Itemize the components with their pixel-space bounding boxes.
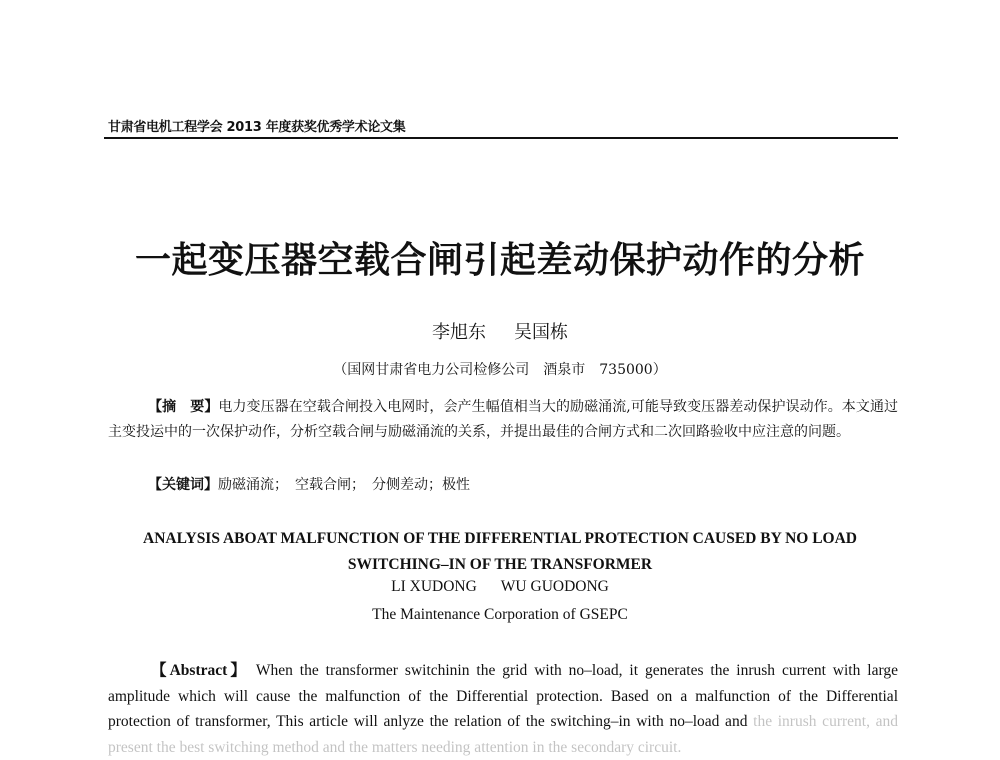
affiliation: （国网甘肃省电力公司检修公司 酒泉市 735000） (333, 362, 667, 378)
author-list (0, 318, 1000, 344)
keywords-text: 励磁涌流； 空载合闸； 分侧差动；极性 (218, 477, 470, 493)
abstract-label: 【摘 要】 (148, 399, 219, 415)
english-abstract (108, 658, 898, 760)
running-header: 甘肃省电机工程学会 2013 年度获奖优秀学术论文集 (108, 120, 406, 135)
english-abstract-text: When the transformer switchinin the grid with no–load, it generates the inrush current with large amplitude which will cause the malfunction of the Differential protection. Based on a malfunction of the Differential protection of transformer, This article will anlyze the relation of the switching–in with no–load and (108, 662, 898, 730)
paper-title: 一起变压器空载合闸引起差动保护动作的分析 (134, 240, 865, 281)
author-name: 李旭东 (432, 322, 486, 343)
keywords (148, 473, 898, 498)
english-title (0, 526, 1000, 578)
author-name: 吴国栋 (514, 322, 568, 343)
english-title-line: SWITCHING–IN OF THE TRANSFORMER (347, 556, 653, 573)
english-abstract-label: 【Abstract】 (148, 662, 249, 679)
english-author-list (0, 578, 1000, 596)
english-author-name: WU GUODONG (500, 578, 609, 595)
english-abstract-cutoff-text: the inrush current, and present the best switching method and the matters needing attention in the secondary circuit. (108, 713, 899, 756)
english-affiliation: The Maintenance Corporation of GSEPC (372, 606, 628, 623)
english-title-line: ANALYSIS ABOAT MALFUNCTION OF THE DIFFERENTIAL PROTECTION CAUSED BY NO LOAD (143, 530, 857, 547)
keywords-label: 【关键词】 (148, 477, 218, 493)
english-author-name: LI XUDONG (391, 578, 477, 595)
abstract-text: 电力变压器在空载合闸投入电网时，会产生幅值相当大的励磁涌流,可能导致变压器差动保护误动作。本文通过主变投运中的一次保护动作，分析空载合闸与励磁涌流的关系，并提出最佳的合闸方式和二次回路验收中应注意的问题。 (108, 399, 899, 440)
header-rule (104, 137, 898, 139)
chinese-abstract (108, 395, 898, 445)
